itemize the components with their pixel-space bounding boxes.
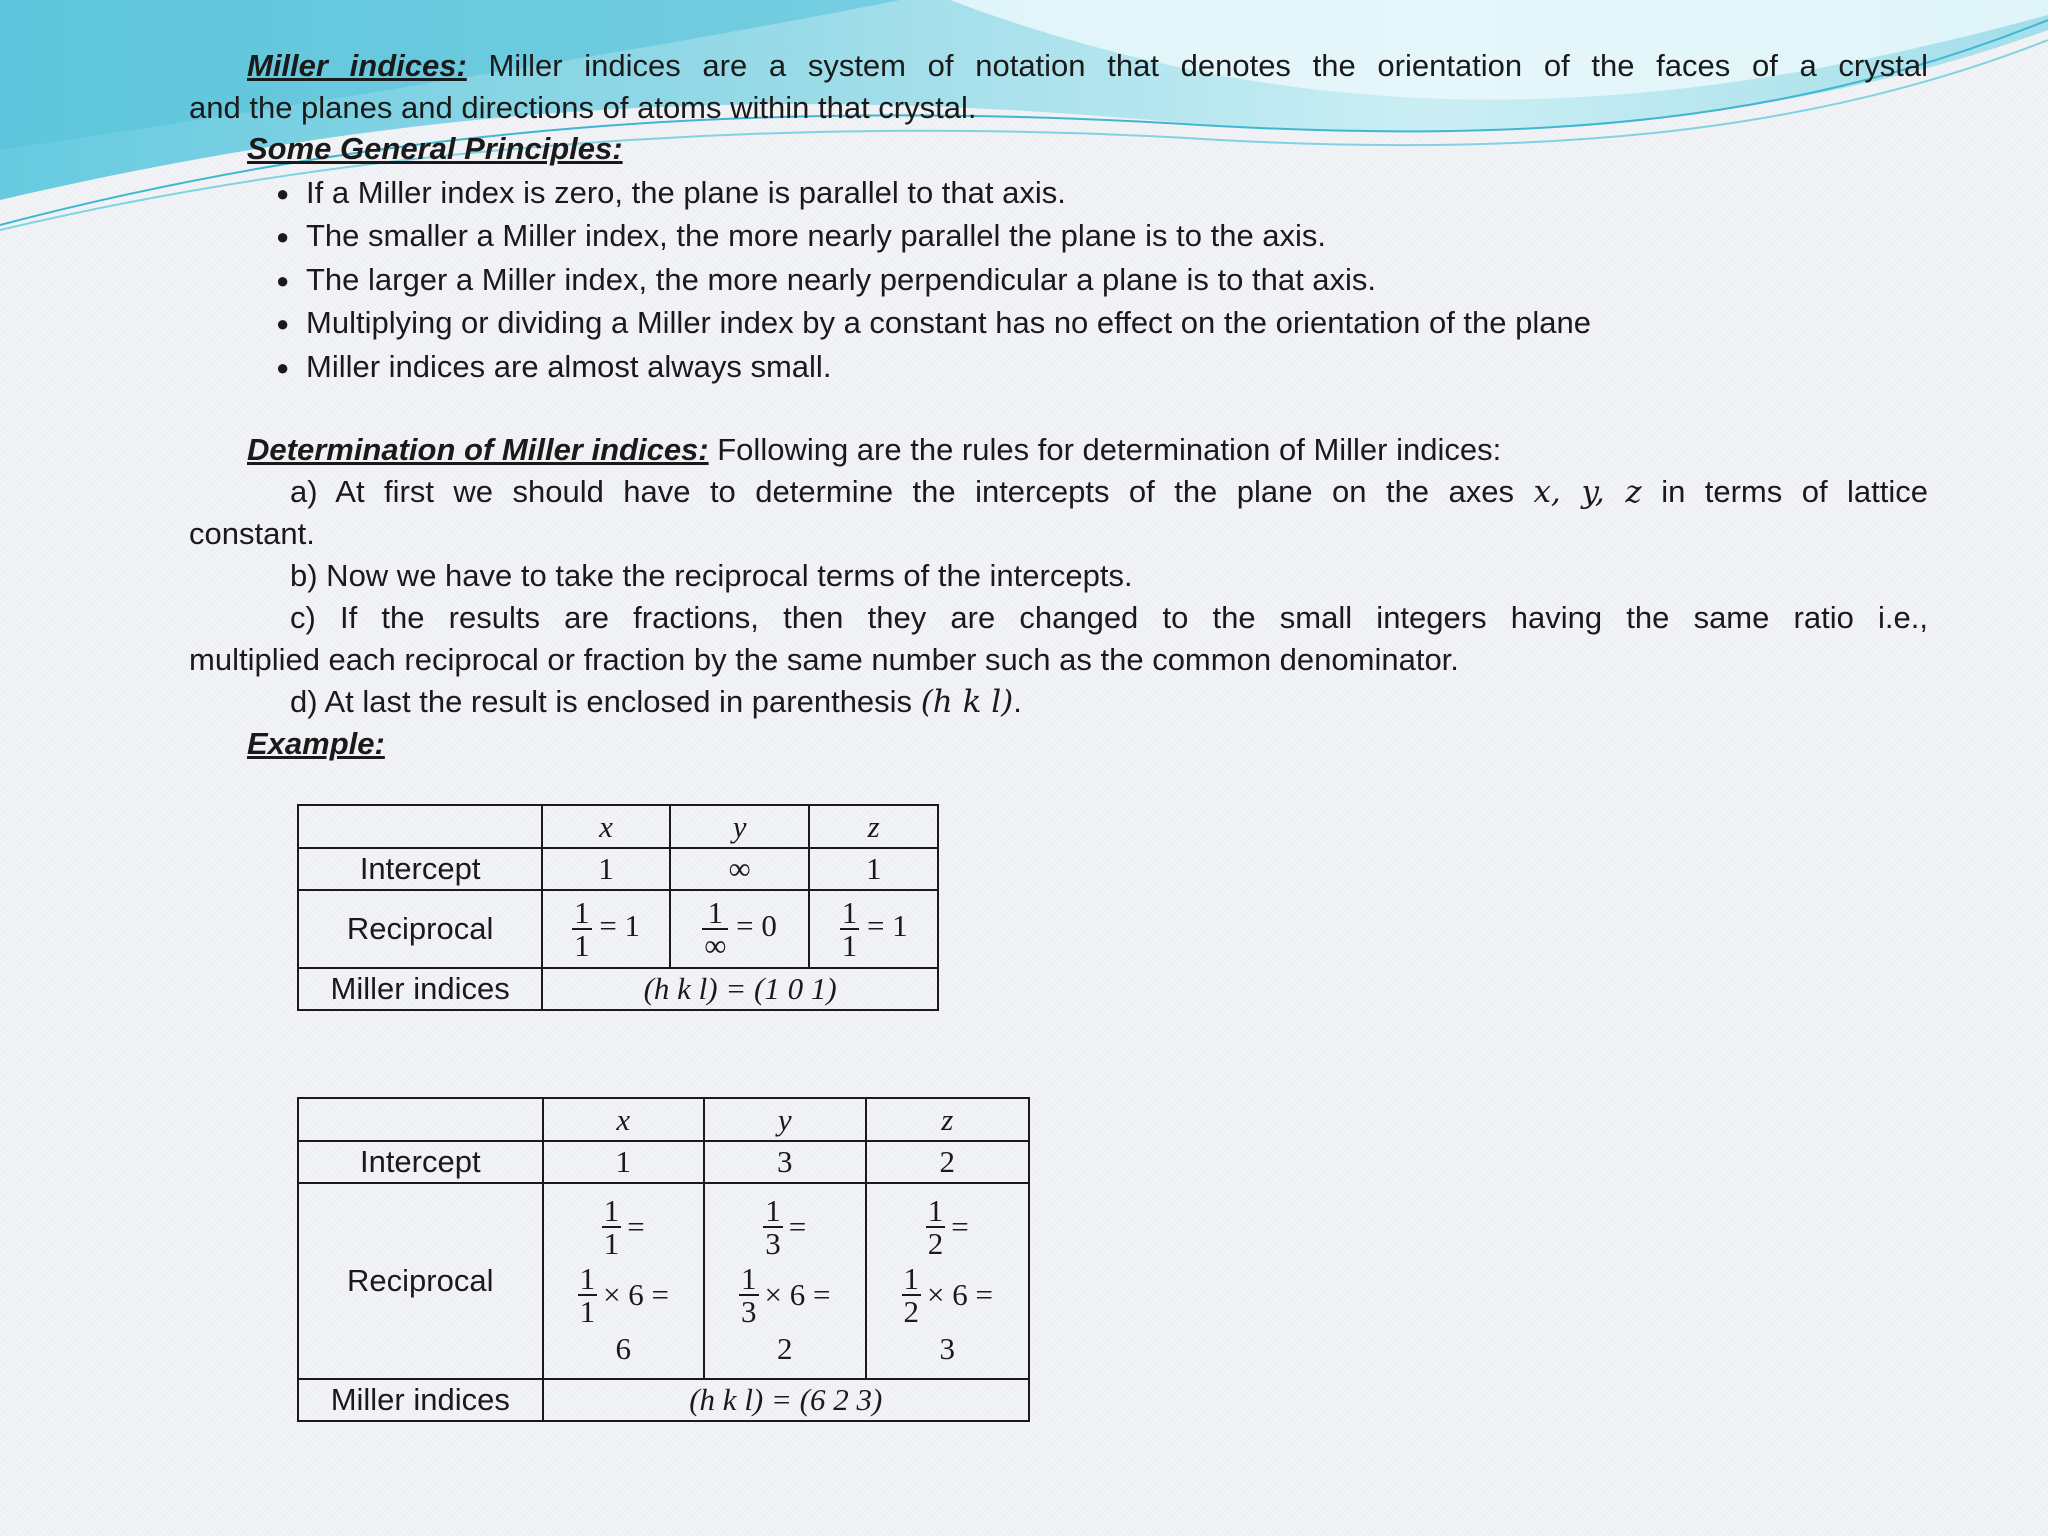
intro-text-1: Miller indices are a system of notation that denotes the orientation of the faces of a crystal — [488, 48, 1928, 83]
intercept-y: ∞ — [670, 848, 810, 890]
reciprocal-y: $\frac{1}{\infty}$ = 0 — [670, 890, 810, 968]
principle-item: ● If a Miller index is zero, the plane is parallel to that axis. — [276, 175, 1066, 210]
intro-line-1 — [247, 45, 1928, 87]
header-z: z — [809, 805, 938, 848]
rule-c-line: c) If the results are fractions, then they are changed to the small integers having the same ratio i.e., — [290, 600, 1928, 635]
intercept-label: Intercept — [298, 1141, 543, 1183]
reciprocal-y: $\frac{1}{3}$ = $\frac{1}{3}$ × 6 = 2 — [704, 1183, 865, 1379]
reciprocal-x: $\frac{1}{1}$ = $\frac{1}{1}$ × 6 = 6 — [543, 1183, 704, 1379]
miller-indices-label: Miller indices — [298, 968, 542, 1010]
reciprocal-label: Reciprocal — [298, 890, 542, 968]
reciprocal-x: $\frac{1}{1}$ = 1 — [542, 890, 670, 968]
intercept-x: 1 — [542, 848, 670, 890]
intercept-label: Intercept — [298, 848, 542, 890]
header-z: z — [866, 1098, 1030, 1141]
miller-indices-value: (h k l) = (1 0 1) — [542, 968, 938, 1010]
rule-a-cont: constant. — [189, 516, 315, 551]
reciprocal-z: $\frac{1}{2}$ = $\frac{1}{2}$ × 6 = 3 — [866, 1183, 1030, 1379]
rule-d: d) At last the result is enclosed in parenthesis (h k l). — [290, 684, 1022, 720]
miller-indices-value: (h k l) = (6 2 3) — [543, 1379, 1029, 1421]
principle-item: ● Multiplying or dividing a Miller index by a constant has no effect on the orientation of the plane — [276, 305, 1591, 340]
determination-line — [247, 429, 1501, 471]
intro-text-2: and the planes and directions of atoms within that crystal. — [189, 90, 977, 125]
header-y: y — [704, 1098, 865, 1141]
reciprocal-z: $\frac{1}{1}$ = 1 — [809, 890, 938, 968]
header-x: x — [542, 805, 670, 848]
intercept-x: 1 — [543, 1141, 704, 1183]
header-x: x — [543, 1098, 704, 1141]
header-empty-cell — [298, 1098, 543, 1141]
miller-indices-label: Miller indices — [298, 1379, 543, 1421]
miller-indices-heading: Miller indices: — [247, 48, 467, 83]
intercept-y: 3 — [704, 1141, 865, 1183]
intercept-z: 1 — [809, 848, 938, 890]
intercept-z: 2 — [866, 1141, 1030, 1183]
header-y: y — [670, 805, 810, 848]
determination-intro: Following are the rules for determination of Miller indices: — [717, 432, 1502, 467]
determination-heading: Determination of Miller indices: — [247, 432, 709, 467]
reciprocal-label: Reciprocal — [298, 1183, 543, 1379]
principles-heading: Some General Principles: — [247, 131, 623, 166]
example-table-2 — [297, 1097, 1030, 1422]
principle-item: ● The larger a Miller index, the more nearly perpendicular a plane is to that axis. — [276, 262, 1377, 297]
rule-a-line: a) At first we should have to determine the intercepts of the plane on the axes x, y, z in terms of lattice — [290, 474, 1928, 510]
rule-c-cont: multiplied each reciprocal or fraction by the same number such as the common denominator. — [189, 642, 1459, 677]
example-table-1 — [297, 804, 939, 1011]
principle-item: ● Miller indices are almost always small. — [276, 349, 832, 384]
principle-item: ● The smaller a Miller index, the more nearly parallel the plane is to the axis. — [276, 218, 1327, 253]
header-empty-cell — [298, 805, 542, 848]
rule-b: b) Now we have to take the reciprocal terms of the intercepts. — [290, 558, 1133, 593]
example-heading: Example: — [247, 726, 385, 761]
